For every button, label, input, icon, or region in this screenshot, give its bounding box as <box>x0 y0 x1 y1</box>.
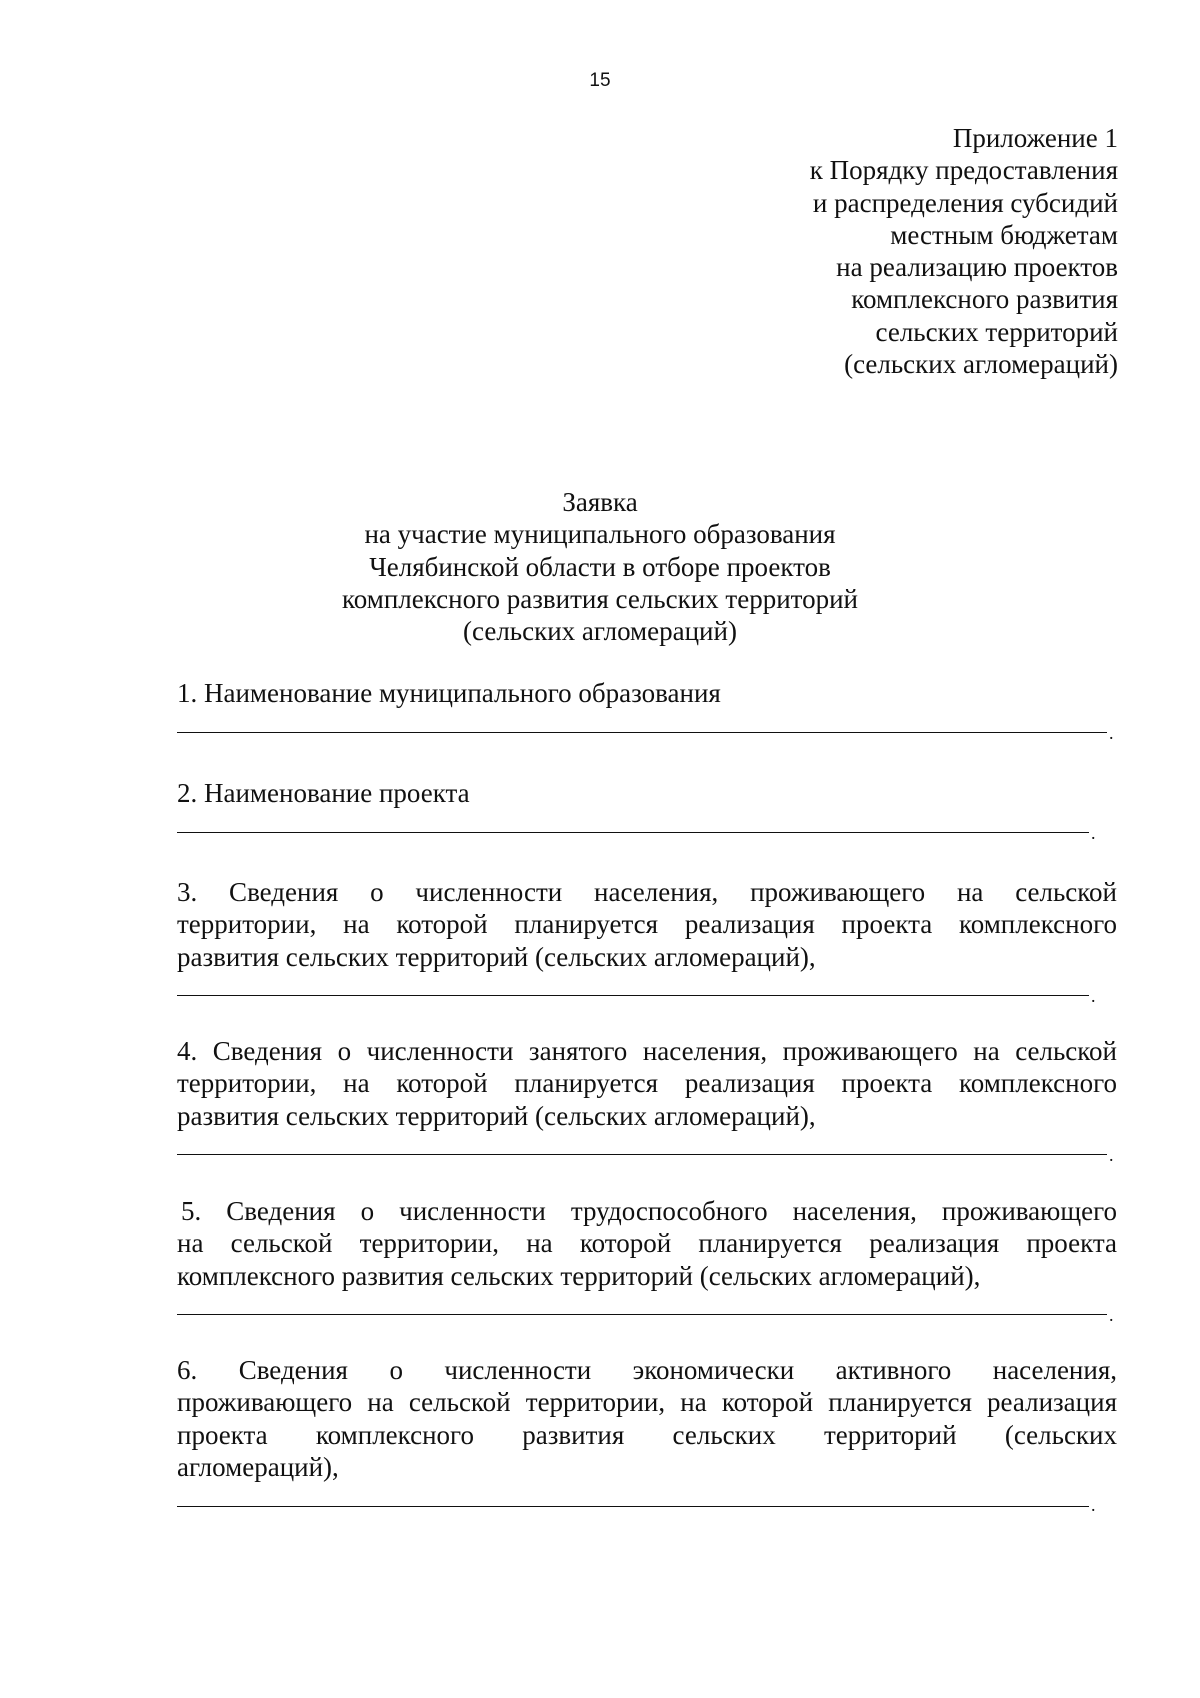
item-text-line: 6. Сведения о численности экономически активного населения, <box>177 1355 1117 1385</box>
title-line: комплексного развития сельских территорий <box>342 583 858 614</box>
fill-in-line-3[interactable] <box>177 995 1089 996</box>
appendix-header <box>810 122 1118 380</box>
appendix-line: Приложение 1 <box>952 123 1118 153</box>
appendix-line: на реализацию проектов <box>836 252 1118 283</box>
form-item-5 <box>177 1195 1117 1292</box>
fill-in-line-end: . <box>1109 1305 1114 1325</box>
appendix-line: к Порядку предоставления <box>809 155 1118 186</box>
item-text-line: 5. Сведения о численности трудоспособного населения, проживающего <box>181 1196 1117 1226</box>
title-line: Челябинской области в отборе проектов <box>369 551 831 582</box>
appendix-line: комплексного развития <box>851 284 1118 315</box>
page-number: 15 <box>589 70 611 91</box>
title-line: (сельских агломераций) <box>463 616 737 647</box>
fill-in-line-end: . <box>1109 1145 1114 1165</box>
item-text-line: территории, на которой планируется реализация проекта комплексного <box>177 1068 1117 1099</box>
form-item-1 <box>177 677 1117 709</box>
item-text-line: 2. Наименование проекта <box>177 778 470 808</box>
fill-in-line-end: . <box>1091 823 1096 843</box>
appendix-line: местным бюджетам <box>890 219 1118 250</box>
item-text-line: комплексного развития сельских территорий (сельских агломераций), <box>177 1260 981 1291</box>
appendix-line: сельских территорий <box>875 316 1118 347</box>
form-item-2 <box>177 777 1117 809</box>
fill-in-line-5[interactable] <box>177 1314 1107 1315</box>
item-text-line: агломераций), <box>177 1451 339 1482</box>
item-text-line: проекта комплексного развития сельских территорий (сельских <box>177 1419 1117 1450</box>
fill-in-line-6[interactable] <box>177 1506 1089 1507</box>
fill-in-line-end: . <box>1109 723 1114 743</box>
fill-in-line-4[interactable] <box>177 1154 1107 1155</box>
item-text-line: развития сельских территорий (сельских агломераций), <box>177 941 816 972</box>
item-text-line: территории, на которой планируется реализация проекта комплексного <box>177 909 1117 940</box>
title-line: на участие муниципального образования <box>364 519 836 550</box>
fill-in-line-1[interactable] <box>177 732 1107 733</box>
form-item-4 <box>177 1035 1117 1132</box>
appendix-line: и распределения субсидий <box>812 187 1118 218</box>
form-item-3 <box>177 876 1117 973</box>
form-item-6 <box>177 1354 1117 1483</box>
item-text-line: 3. Сведения о численности населения, проживающего на сельской <box>177 877 1117 907</box>
fill-in-line-2[interactable] <box>177 832 1089 833</box>
item-text-line: 1. Наименование муниципального образования <box>177 678 721 708</box>
fill-in-line-end: . <box>1091 1495 1096 1515</box>
fill-in-line-end: . <box>1091 986 1096 1006</box>
appendix-line: (сельских агломераций) <box>844 349 1118 380</box>
application-title <box>0 486 1200 647</box>
item-text-line: на сельской территории, на которой планируется реализация проекта <box>177 1228 1117 1259</box>
item-text-line: 4. Сведения о численности занятого населения, проживающего на сельской <box>177 1036 1117 1066</box>
item-text-line: развития сельских территорий (сельских агломераций), <box>177 1100 816 1131</box>
item-text-line: проживающего на сельской территории, на которой планируется реализация <box>177 1387 1117 1418</box>
title-line: Заявка <box>562 487 638 517</box>
